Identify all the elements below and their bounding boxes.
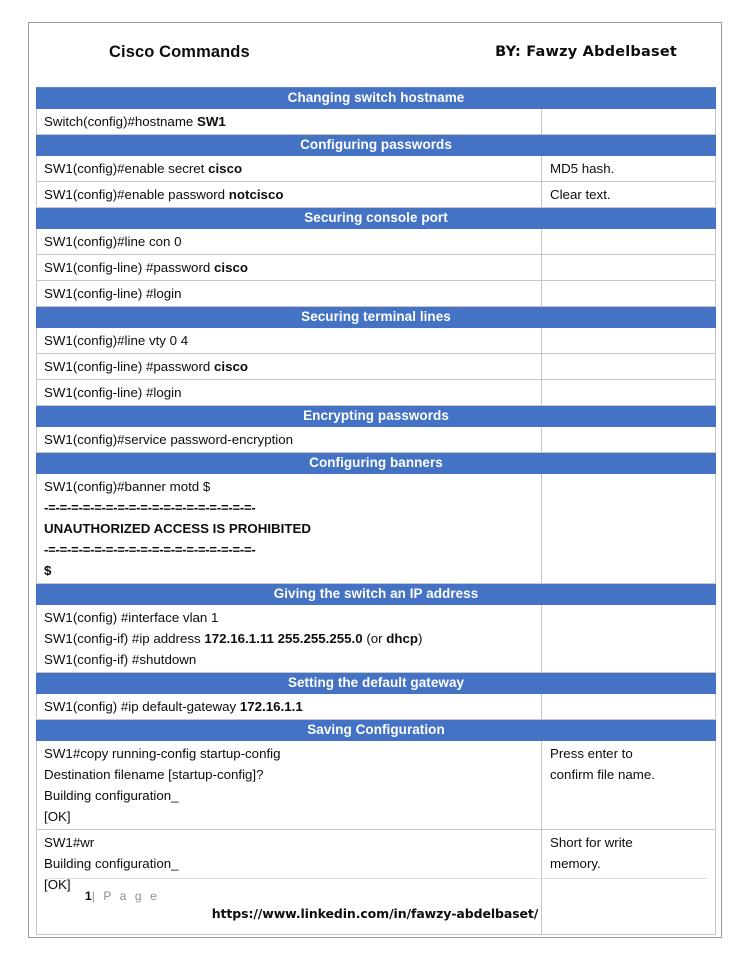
cisco-commands-table [36, 87, 716, 935]
section-heading: Configuring banners [37, 453, 716, 474]
note-cell: Short for write memory. [542, 830, 716, 935]
note-cell [542, 380, 716, 406]
note-cell: Clear text. [542, 182, 716, 208]
command-cell: SW1#wr Building configuration_ [OK] [37, 830, 542, 935]
section-heading: Saving Configuration [37, 720, 716, 741]
command-cell: SW1(config-line) #password cisco [37, 255, 542, 281]
table-row [37, 255, 716, 281]
section-header-row [37, 208, 716, 229]
section-heading: Securing console port [37, 208, 716, 229]
note-cell [542, 427, 716, 453]
section-heading: Encrypting passwords [37, 406, 716, 427]
note-cell [542, 328, 716, 354]
footer-divider [49, 878, 707, 879]
section-header-row [37, 88, 716, 109]
command-cell: Switch(config)#hostname SW1 [37, 109, 542, 135]
section-header-row [37, 307, 716, 328]
note-cell: Press enter to confirm file name. [542, 741, 716, 830]
command-cell: SW1(config)#enable secret cisco [37, 156, 542, 182]
command-cell: SW1(config-line) #login [37, 281, 542, 307]
document-header [29, 23, 721, 81]
note-cell [542, 474, 716, 584]
note-cell [542, 694, 716, 720]
table-row [37, 281, 716, 307]
table-row [37, 605, 716, 673]
section-heading: Changing switch hostname [37, 88, 716, 109]
command-cell: SW1(config)#line con 0 [37, 229, 542, 255]
table-row [37, 328, 716, 354]
section-heading: Giving the switch an IP address [37, 584, 716, 605]
section-header-row [37, 453, 716, 474]
table-row [37, 156, 716, 182]
page-number [85, 889, 159, 903]
command-cell: SW1#copy running-config startup-config Destination filename [startup-config]? Building configuration_ [OK] [37, 741, 542, 830]
note-cell: MD5 hash. [542, 156, 716, 182]
table-row [37, 474, 716, 584]
table-row [37, 694, 716, 720]
table-row [37, 427, 716, 453]
author-byline: BY: Fawzy Abdelbaset [495, 44, 677, 60]
table-row [37, 109, 716, 135]
table-row [37, 741, 716, 830]
footer-url: https://www.linkedin.com/in/fawzy-abdelbaset/ [211, 906, 539, 921]
section-header-row [37, 135, 716, 156]
section-header-row [37, 720, 716, 741]
note-cell [542, 255, 716, 281]
table-row [37, 229, 716, 255]
command-cell: SW1(config)#service password-encryption [37, 427, 542, 453]
command-cell: SW1(config) #interface vlan 1 SW1(config-if) #ip address 172.16.1.11 255.255.255.0 (or dhcp) SW1(config-if) #shutdown [37, 605, 542, 673]
note-cell [542, 229, 716, 255]
note-cell [542, 605, 716, 673]
section-header-row [37, 584, 716, 605]
document-page [28, 22, 722, 938]
note-cell [542, 109, 716, 135]
command-cell: SW1(config) #ip default-gateway 172.16.1.1 [37, 694, 542, 720]
command-cell: SW1(config)#line vty 0 4 [37, 328, 542, 354]
note-cell [542, 281, 716, 307]
page-title: Cisco Commands [109, 43, 250, 61]
section-heading: Securing terminal lines [37, 307, 716, 328]
note-cell [542, 354, 716, 380]
command-cell: SW1(config-line) #login [37, 380, 542, 406]
table-body [37, 88, 716, 935]
section-heading: Setting the default gateway [37, 673, 716, 694]
section-heading: Configuring passwords [37, 135, 716, 156]
table-row [37, 354, 716, 380]
page-number-label: | P a g e [91, 889, 160, 903]
section-header-row [37, 673, 716, 694]
command-cell: SW1(config-line) #password cisco [37, 354, 542, 380]
page-number-value: 1 [85, 889, 92, 903]
table-row [37, 182, 716, 208]
command-cell: SW1(config)#banner motd $ -=-=-=-=-=-=-=-=-=-=-=-=-=-=-=-=-=-=- UNAUTHORIZED ACCESS IS PROHIBITED -=-=-=-=-=-=-=-=-=-=-=-=-=-=-=-=-=-=- $ [37, 474, 542, 584]
command-cell: SW1(config)#enable password notcisco [37, 182, 542, 208]
section-header-row [37, 406, 716, 427]
table-row [37, 380, 716, 406]
